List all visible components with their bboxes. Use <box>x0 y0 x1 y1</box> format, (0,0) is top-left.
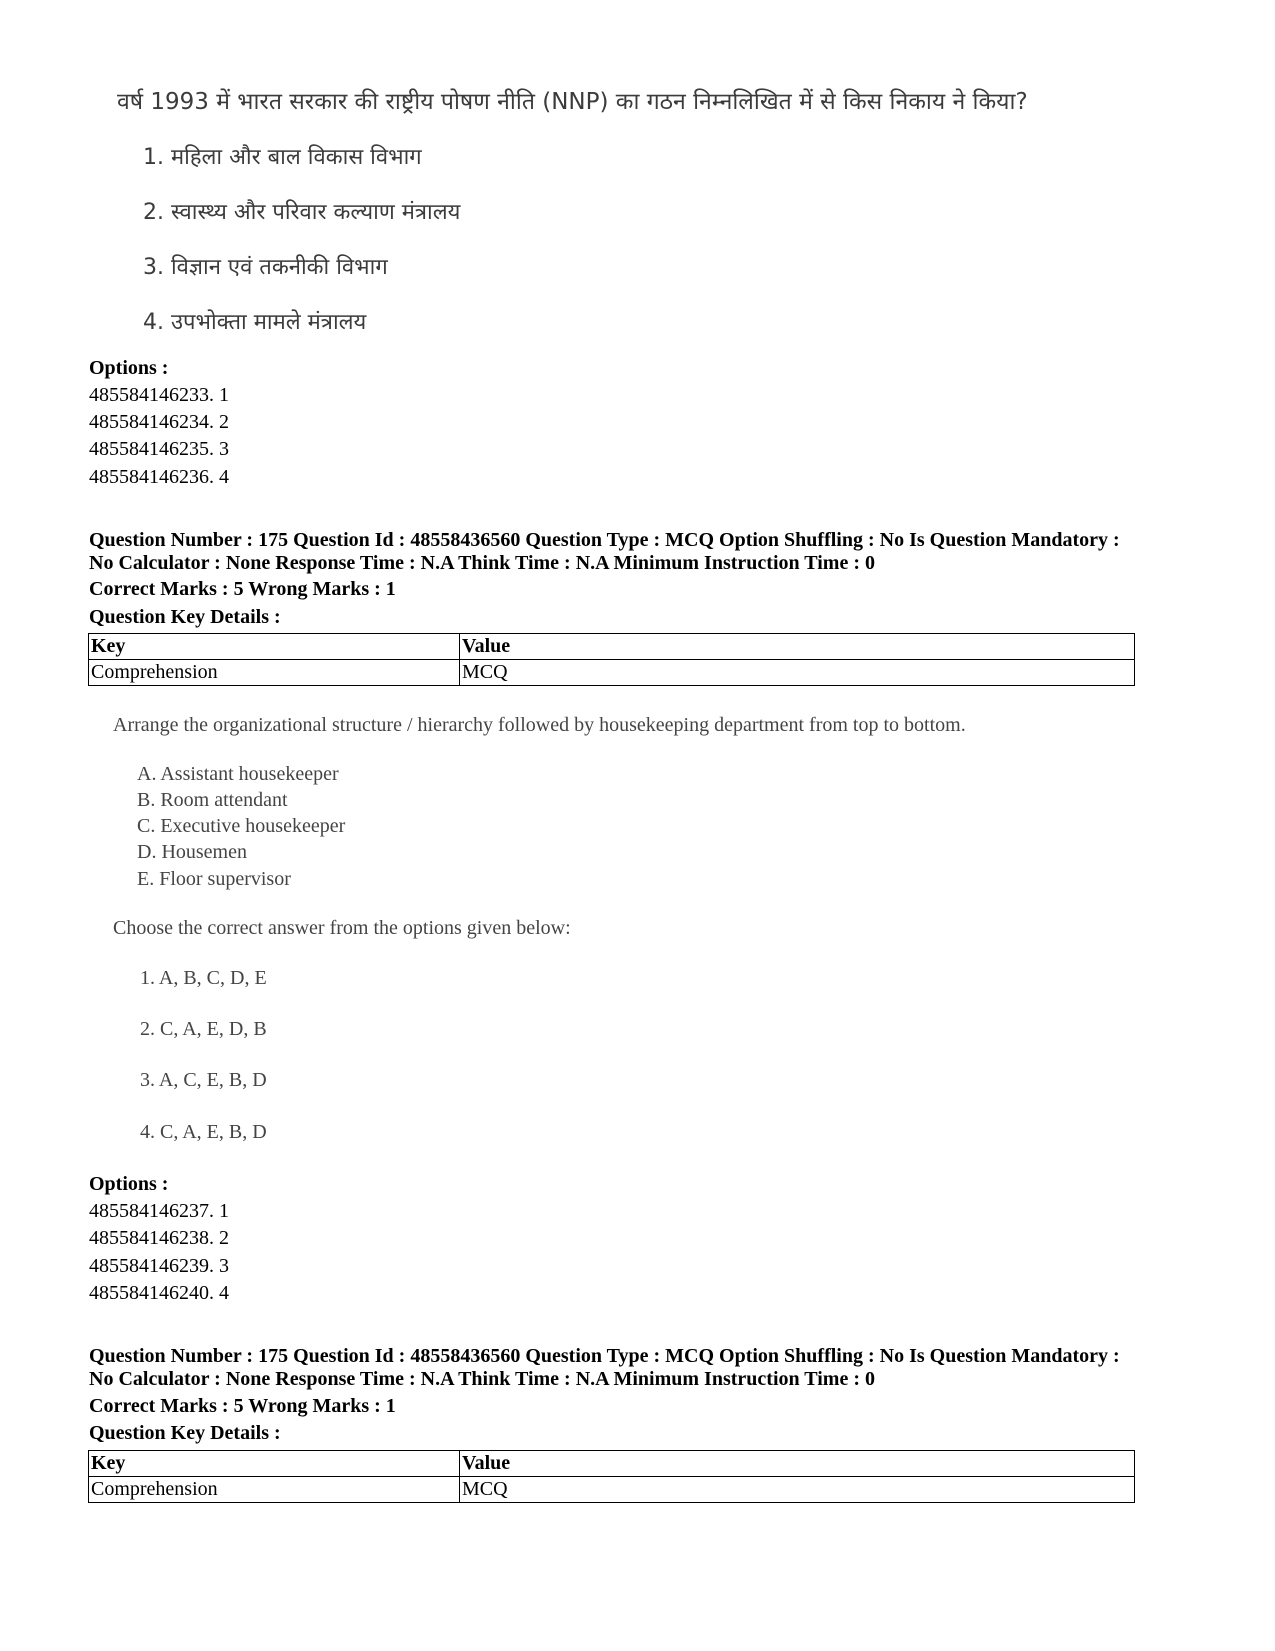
table-cell: MCQ <box>460 660 1135 686</box>
key-details-label: Question Key Details : <box>89 606 281 628</box>
question-meta <box>89 529 1189 575</box>
key-details-table <box>88 1450 1135 1503</box>
statement-item: D. Housemen <box>137 841 247 863</box>
statement-item: C. Executive housekeeper <box>137 815 346 837</box>
question-choice: 4. उपभोक्ता मामले मंत्रालय <box>143 310 367 335</box>
option-line: 485584146238. 2 <box>89 1227 229 1249</box>
question-choice: 1. A, B, C, D, E <box>140 967 267 989</box>
table-header-row <box>89 1451 1135 1477</box>
table-row <box>89 660 1135 686</box>
option-line: 485584146233. 1 <box>89 384 229 406</box>
option-line: 485584146239. 3 <box>89 1255 229 1277</box>
question-meta-line: No Calculator : None Response Time : N.A Think Time : N.A Minimum Instruction Time : 0 <box>89 1368 875 1390</box>
option-line: 485584146235. 3 <box>89 438 229 460</box>
marks-line: Correct Marks : 5 Wrong Marks : 1 <box>89 1395 396 1417</box>
table-cell: MCQ <box>460 1477 1135 1503</box>
key-details-table <box>88 633 1135 686</box>
statement-item: E. Floor supervisor <box>137 868 291 890</box>
question-choice: 3. A, C, E, B, D <box>140 1069 267 1091</box>
table-header-cell: Value <box>460 634 1135 660</box>
question-meta-line: Question Number : 175 Question Id : 48558436560 Question Type : MCQ Option Shuffling : No Is Question Mandatory : <box>89 529 1120 551</box>
table-row <box>89 1477 1135 1503</box>
option-line: 485584146240. 4 <box>89 1282 229 1304</box>
table-header-cell: Value <box>460 1451 1135 1477</box>
key-details-label: Question Key Details : <box>89 1422 281 1444</box>
question-text: Arrange the organizational structure / hierarchy followed by housekeeping department from top to bottom. <box>113 714 966 736</box>
question-meta <box>89 1345 1189 1391</box>
option-line: 485584146237. 1 <box>89 1200 229 1222</box>
table-header-cell: Key <box>89 634 460 660</box>
statement-item: B. Room attendant <box>137 789 288 811</box>
question-choice: 2. स्वास्थ्य और परिवार कल्याण मंत्रालय <box>143 200 461 225</box>
table-cell: Comprehension <box>89 660 460 686</box>
question-meta-line: No Calculator : None Response Time : N.A Think Time : N.A Minimum Instruction Time : 0 <box>89 552 875 574</box>
statement-item: A. Assistant housekeeper <box>137 763 339 785</box>
question-choice: 3. विज्ञान एवं तकनीकी विभाग <box>143 255 388 280</box>
question-choice: 1. महिला और बाल विकास विभाग <box>143 145 422 170</box>
marks-line: Correct Marks : 5 Wrong Marks : 1 <box>89 578 396 600</box>
question-choice: 2. C, A, E, D, B <box>140 1018 267 1040</box>
question-choice: 4. C, A, E, B, D <box>140 1121 267 1143</box>
option-line: 485584146234. 2 <box>89 411 229 433</box>
option-line: 485584146236. 4 <box>89 466 229 488</box>
table-cell: Comprehension <box>89 1477 460 1503</box>
instruction-text: Choose the correct answer from the options given below: <box>113 917 571 939</box>
table-header-cell: Key <box>89 1451 460 1477</box>
options-label: Options : <box>89 357 169 379</box>
question-text-hindi: वर्ष 1993 में भारत सरकार की राष्ट्रीय पोषण नीति (NNP) का गठन निम्नलिखित में से किस निकाय ने किया? <box>117 89 1028 115</box>
question-meta-line: Question Number : 175 Question Id : 48558436560 Question Type : MCQ Option Shuffling : No Is Question Mandatory : <box>89 1345 1120 1367</box>
options-label: Options : <box>89 1173 169 1195</box>
table-header-row <box>89 634 1135 660</box>
